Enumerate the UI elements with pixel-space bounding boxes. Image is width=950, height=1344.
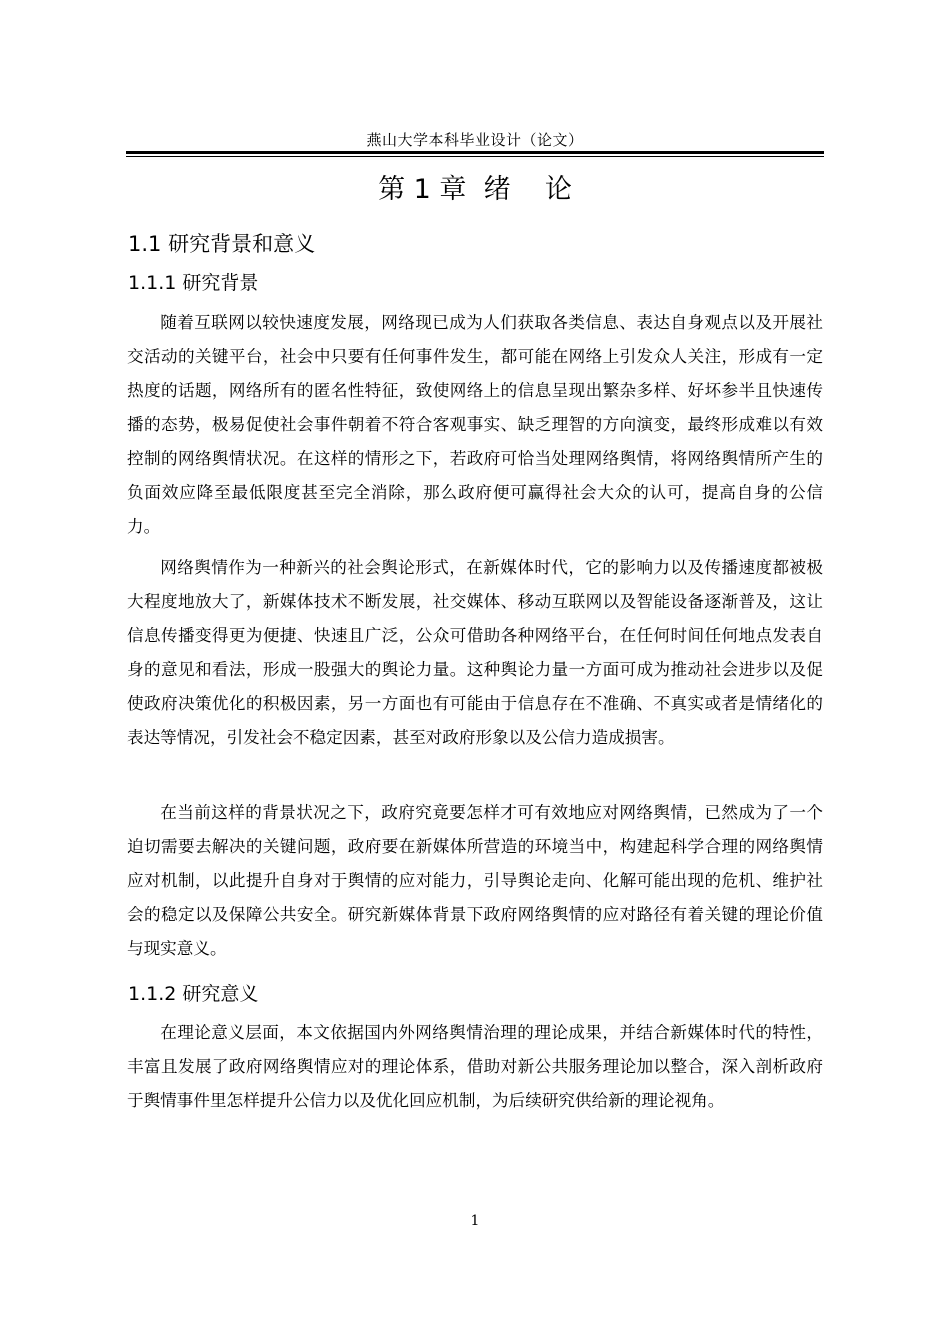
chapter-title: 第 1 章 绪 论 xyxy=(378,174,572,205)
header-rule-thin xyxy=(126,156,824,157)
running-header: 燕山大学本科毕业设计（论文） xyxy=(366,131,584,149)
paragraph-significance-1: 在理论意义层面，本文依据国内外网络舆情治理的理论成果，并结合新媒体时代的特性，丰富且发展了政府网络舆情应对的理论体系，借助对新公共服务理论加以整合，深入剖析政府于舆情事件里怎样提升公信力以及优化回应机制，为后续研究供给新的理论视角。 xyxy=(127,1023,823,1110)
page-number: 1 xyxy=(470,1213,480,1229)
subsection-heading-1-1-2: 1.1.2 研究意义 xyxy=(128,983,259,1005)
section-heading-1-1: 1.1 研究背景和意义 xyxy=(128,232,316,256)
paragraph-background-3: 在当前这样的背景状况之下，政府究竟要怎样才可有效地应对网络舆情，已然成为了一个迫切需要去解决的关键问题，政府要在新媒体所营造的环境当中，构建起科学合理的网络舆情应对机制，以此提升自身对于舆情的应对能力，引导舆论走向、化解可能出现的危机、维护社会的稳定以及保障公共安全。研究新媒体背景下政府网络舆情的应对路径有着关键的理论价值与现实意义。 xyxy=(127,803,823,958)
paragraph-background-2: 网络舆情作为一种新兴的社会舆论形式，在新媒体时代，它的影响力以及传播速度都被极大程度地放大了，新媒体技术不断发展，社交媒体、移动互联网以及智能设备逐渐普及，这让信息传播变得更为便捷、快速且广泛，公众可借助各种网络平台，在任何时间任何地点发表自身的意见和看法，形成一股强大的舆论力量。这种舆论力量一方面可成为推动社会进步以及促使政府决策优化的积极因素，另一方面也有可能由于信息存在不准确、不真实或者是情绪化的表达等情况，引发社会不稳定因素，甚至对政府形象以及公信力造成损害。 xyxy=(127,558,823,747)
header-rule-thick xyxy=(126,151,824,154)
paragraph-background-1: 随着互联网以较快速度发展，网络现已成为人们获取各类信息、表达自身观点以及开展社交活动的关键平台，社会中只要有任何事件发生，都可能在网络上引发众人关注，形成有一定热度的话题，网络所有的匿名性特征，致使网络上的信息呈现出繁杂多样、好坏参半且快速传播的态势，极易促使社会事件朝着不符合客观事实、缺乏理智的方向演变，最终形成难以有效控制的网络舆情状况。在这样的情形之下，若政府可恰当处理网络舆情，将网络舆情所产生的负面效应降至最低限度甚至完全消除，那么政府便可赢得社会大众的认可，提高自身的公信力。 xyxy=(127,313,823,536)
subsection-heading-1-1-1: 1.1.1 研究背景 xyxy=(128,272,259,294)
